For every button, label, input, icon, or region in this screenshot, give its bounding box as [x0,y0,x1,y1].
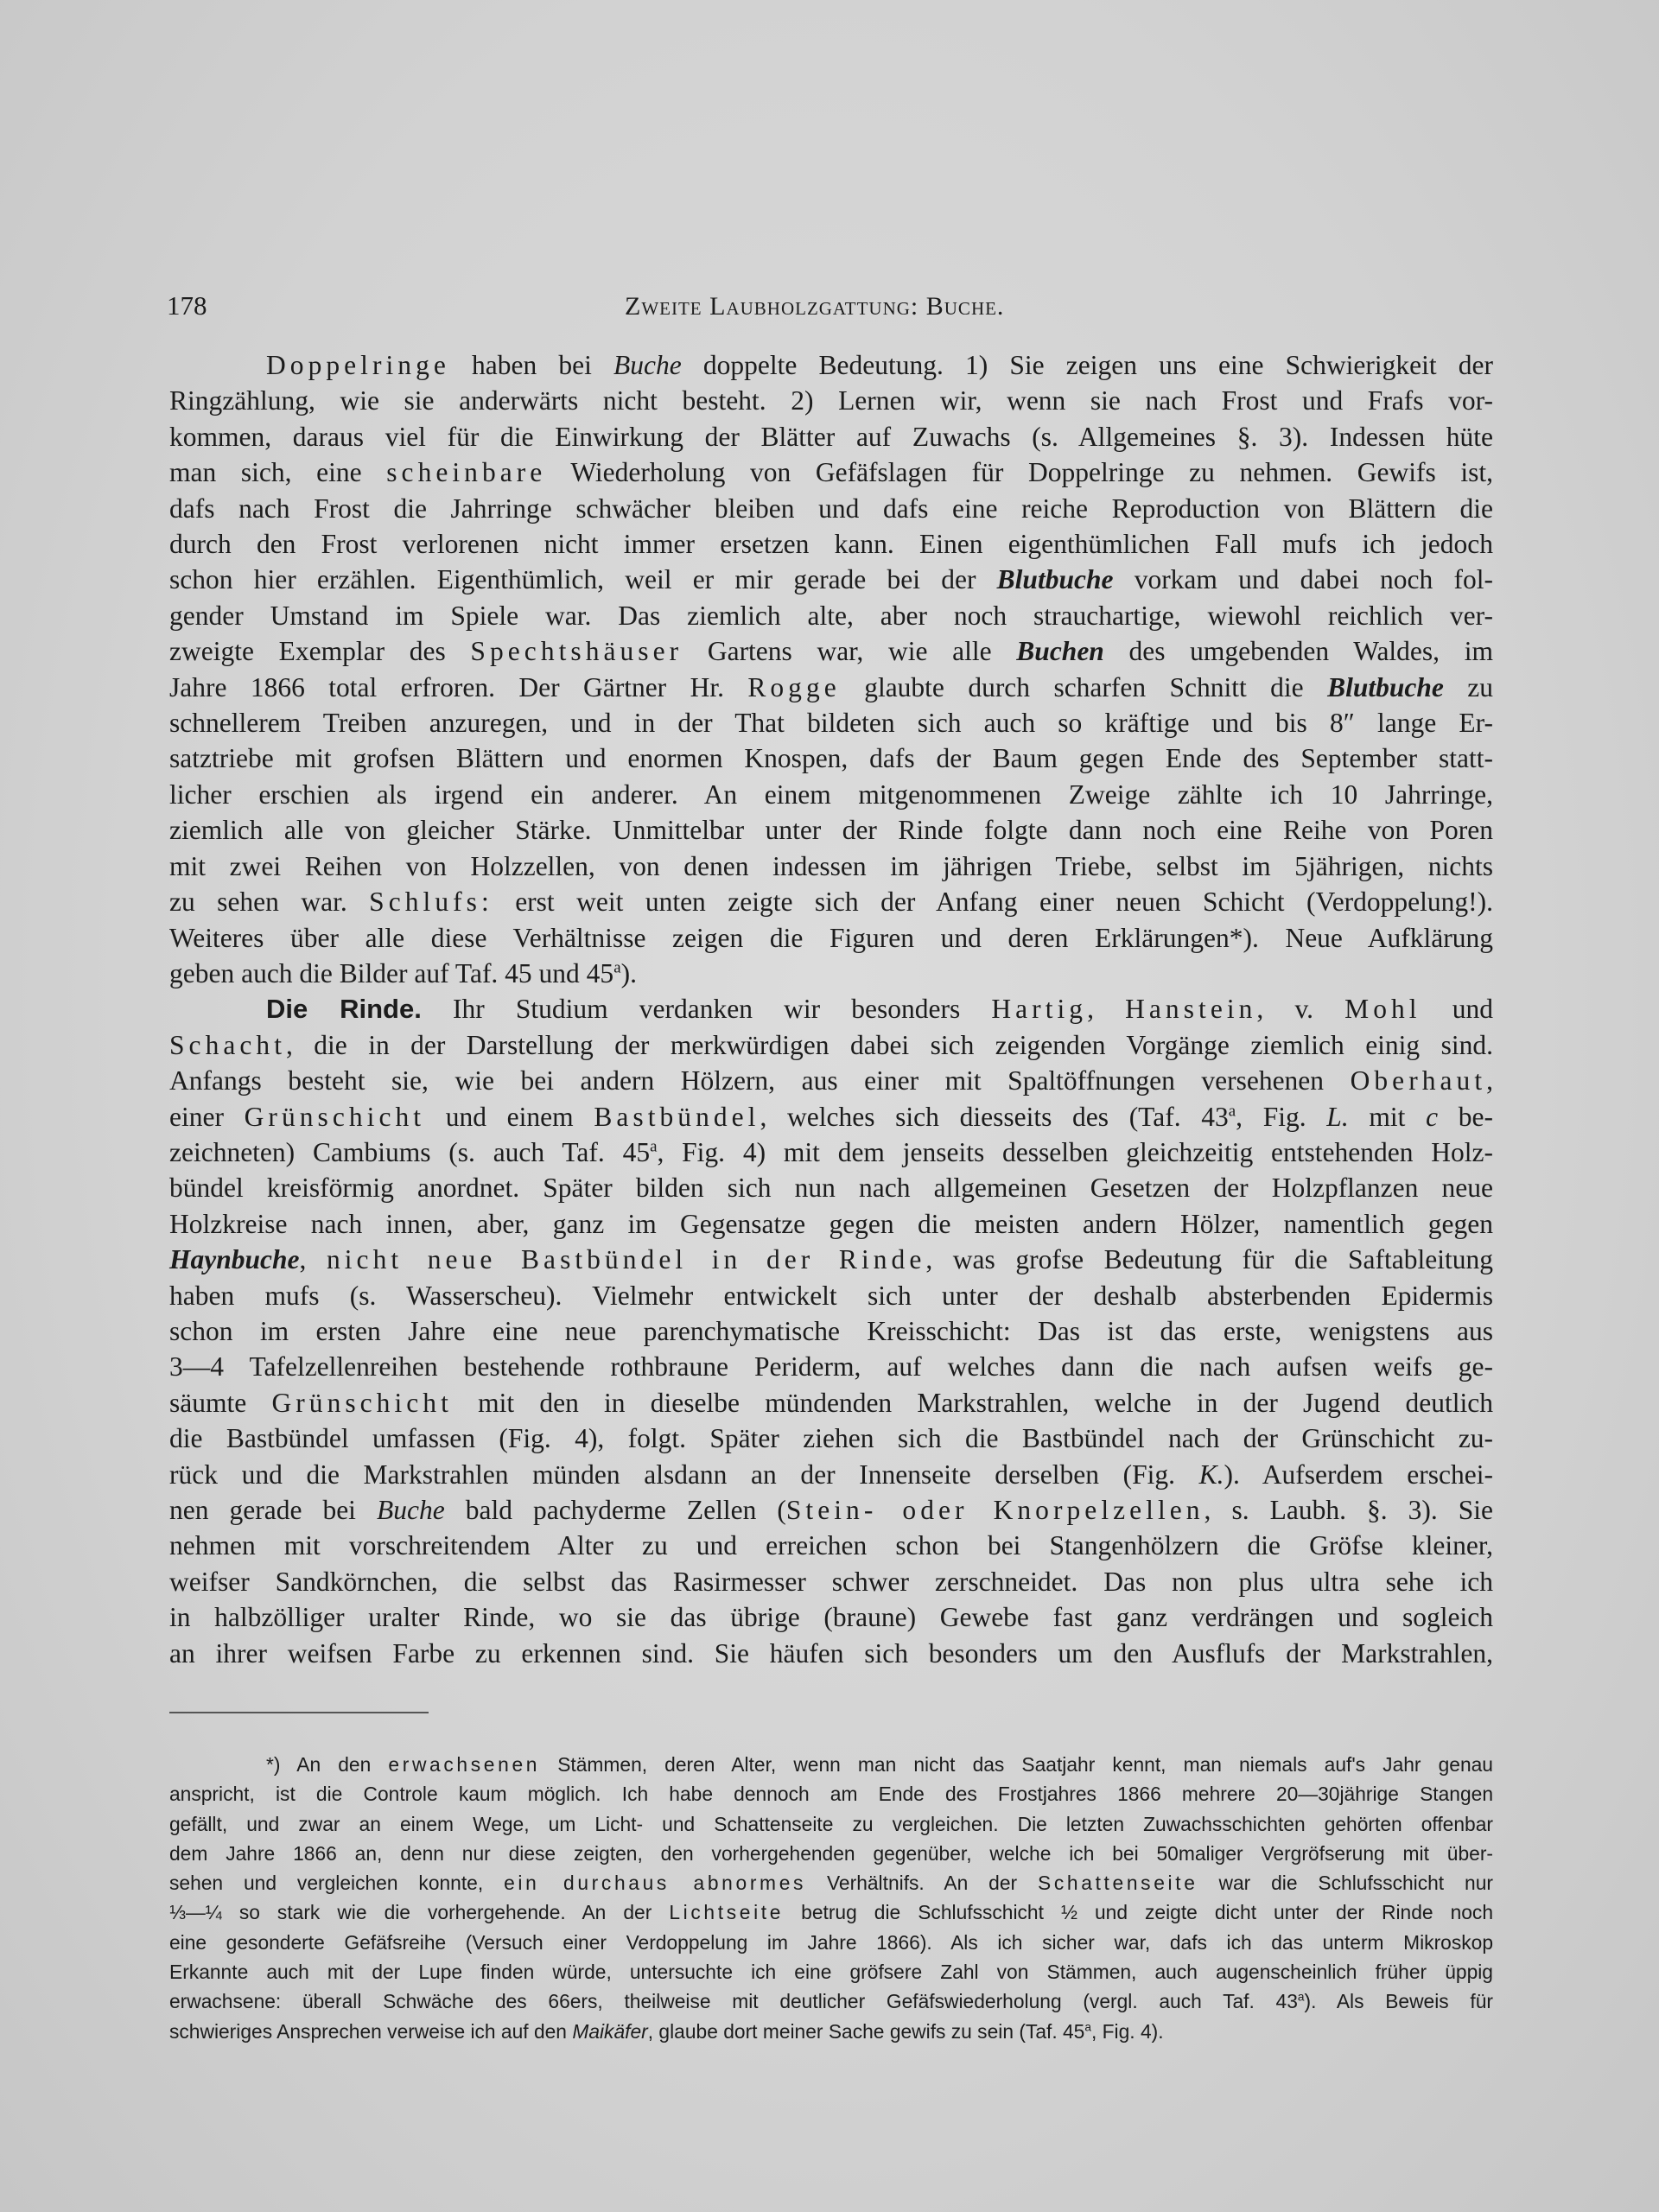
text-run: , v. [1256,994,1345,1025]
footnote-line [169,1986,1493,2016]
spaced-term: Oberhaut [1350,1065,1487,1096]
text-line [169,670,1493,705]
italic-term: Blutbuche [1327,671,1444,702]
text-line: weifser Sandkörnchen, die selbst das Rasirmesser schwer zerschneidet. Das non plus ultra sehe ich [169,1566,1493,1597]
footnote-line [169,1868,1493,1897]
text-run: zu [1443,671,1494,702]
text-run: man sich, eine [169,457,387,488]
footnote-line [169,2017,1493,2046]
text-line [169,633,1493,669]
text-run: erst weit unten zeigte sich der Anfang einer neuen Schicht (Verdoppelung!). [493,887,1494,918]
text-line: durch den Frost verlorenen nicht immer ersetzen kann. Einen eigenthümlichen Fall mufs ich jedoch [169,529,1493,560]
text-run: einer [169,1101,245,1132]
text-run: glaubte durch scharfen Schnitt die [840,671,1328,702]
text-line [169,1063,1493,1098]
text-run: betrug die Schlufsschicht ½ und zeigte dicht unter der Rinde noch [784,1901,1493,1924]
text-line [169,1492,1493,1528]
text-line [169,991,1493,1027]
text-line: haben mufs (s. Wasserscheu). Vielmehr entwickelt sich unter der deshalb absterbenden Epidermis [169,1280,1493,1311]
page-number: 178 [167,290,207,321]
spaced-term: Rogge [747,671,841,702]
italic-term: Buche [376,1495,445,1525]
spaced-term: Schacht [169,1029,286,1060]
text-run: mit [1348,1101,1427,1132]
text-line: ziemlich alle von gleicher Stärke. Unmittelbar unter der Rinde folgte dann noch eine Reihe von Poren [169,815,1493,846]
text-run: Jahre 1866 total erfroren. Der Gärtner Hr. [169,671,748,702]
text-run: des umgebenden Waldes, im [1103,636,1493,667]
footnote-divider [169,1712,429,1713]
text-run: , glaube dort meiner Sache gewifs zu sein (Taf. 45 [647,2019,1085,2043]
text-line [169,884,1493,919]
superscript: a [1228,1102,1236,1121]
italic-term: c [1426,1101,1439,1132]
text-run: , was grofse Bedeutung für die Saftableitung [925,1244,1494,1275]
text-run: , [299,1244,327,1275]
text-run: zeichneten) Cambiums (s. auch Taf. 45 [169,1136,651,1167]
text-line: bündel kreisförmig anordnet. Später bilden sich nun nach allgemeinen Gesetzen der Holzpflanzen neue [169,1173,1493,1204]
text-run: geben auch die Bilder auf Taf. 45 und 45 [169,957,614,988]
text-run: ). [620,957,637,988]
spaced-term: Bastbündel [594,1101,760,1132]
footnote-line: Erkannte auch mit der Lupe finden würde, untersuchte ich eine gröfsere Zahl von Stämmen, auch augenscheinlich früher üppig [169,1961,1493,1984]
footnote [169,1750,1493,2046]
superscript: a [1084,2020,1091,2034]
italic-term: Buche [613,350,682,380]
text-run: vorkam und dabei noch fol- [1113,564,1493,595]
text-run: zu sehen war. [169,887,370,918]
text-run: und [1421,994,1493,1025]
footnote-line: eine gesonderte Gefäfsreihe (Versuch einer Verdoppelung im Jahre 1866). Als ich sicher war, dafs ich das unterm Mikroskop [169,1930,1493,1954]
text-line: Holzkreise nach innen, aber, ganz im Gegensatze gegen die meisten andern Hölzer, namentlich gegen [169,1208,1493,1239]
text-line: schon im ersten Jahre eine neue parenchymatische Kreisschicht: Das ist das erste, wenigstens aus [169,1315,1493,1346]
text-run: Wiederholung von Gefäfslagen für Doppelringe zu nehmen. Gewifs ist, [546,457,1493,488]
text-line: Ringzählung, wie sie anderwärts nicht besteht. 2) Lernen wir, wenn sie nach Frost und Frafs vor- [169,385,1493,416]
text-run: Ihr Studium verdanken wir besonders [421,994,992,1025]
text-run: Anfangs besteht sie, wie bei andern Hölzern, aus einer mit Spaltöffnungen versehenen [169,1065,1351,1096]
text-run: nen gerade bei [169,1495,377,1525]
spaced-term: Stein- oder Knorpelzellen [785,1495,1205,1525]
footnote-line: anspricht, ist die Controle kaum möglich. Ich habe dennoch am Ende des Frostjahres 1866 mehrere 20—30jährige Stangen [169,1783,1493,1806]
footnote-line [169,1750,1493,1779]
footnote-line: dem Jahre 1866 an, denn nur diese zeigten, den vorhergehenden gegenüber, welche ich bei 50maliger Vergröfserung mit über- [169,1841,1493,1865]
text-line [169,454,1493,490]
text-line [169,1135,1493,1170]
text-line: kommen, daraus viel für die Einwirkung der Blätter auf Zuwachs (s. Allgemeines §. 3). Indessen hüte [169,421,1493,452]
text-run: rück und die Markstrahlen münden alsdann an der Innenseite derselben (Fig. [169,1459,1199,1490]
running-head: Zweite Laubholzgattung: Buche. [625,292,1005,321]
text-line: mit zwei Reihen von Holzzellen, von denen indessen im jährigen Triebe, selbst im 5jährigen, nichts [169,850,1493,881]
text-run: ⅓—¼ so stark wie die vorhergehende. An der [169,1901,670,1924]
superscript: a [1297,1990,1305,2004]
spaced-term: erwachsenen [388,1753,541,1776]
italic-term: Blutbuche [996,564,1114,595]
italic-term: K. [1198,1459,1224,1490]
spaced-term: Hanstein [1125,994,1257,1025]
text-run: , die in der Darstellung der merkwürdigen dabei sich zeigenden Vorgänge ziemlich einig sind. [286,1029,1493,1060]
text-run: sehen und vergleichen konnte, [169,1872,505,1895]
text-run: , Fig. 4). [1090,2019,1164,2043]
text-line [169,562,1493,597]
text-run: , Fig. 4) mit dem jenseits desselben gleichzeitig entstehenden Holz- [657,1136,1493,1167]
italic-term: L. [1326,1101,1349,1132]
spaced-term: Doppelringe [266,350,450,380]
footnote-line: gefällt, und zwar an einem Wege, um Licht- und Schattenseite zu vergleichen. Die letzten Zuwachsschichten gehörten offenbar [169,1812,1493,1835]
text-run: schon hier erzählen. Eigenthümlich, weil er mir gerade bei der [169,564,997,595]
text-line [169,1457,1493,1492]
text-run: , Fig. [1236,1101,1327,1132]
text-run: Gartens war, wie alle [683,636,1017,667]
section-heading: Die Rinde. [266,994,422,1025]
text-line: dafs nach Frost die Jahrringe schwächer bleiben und dafs eine reiche Reproduction von Blättern die [169,493,1493,524]
text-run: be- [1438,1101,1493,1132]
spaced-term: Grünschicht [271,1387,453,1418]
text-run: zweigte Exemplar des [169,636,471,667]
text-line: in halbzölliger uralter Rinde, wo sie das übrige (braune) Gewebe fast ganz verdrängen und sogleich [169,1602,1493,1633]
text-run: Stämmen, deren Alter, wenn man nicht das Saatjahr kennt, man niemals auf's Jahr genau [540,1753,1493,1776]
text-line [169,1027,1493,1063]
text-line: 3—4 Tafelzellenreihen bestehende rothbraune Periderm, auf welches dann die nach aufsen weifs ge- [169,1351,1493,1382]
text-run: , [1087,994,1126,1025]
text-run: ). Als Beweis für [1304,1990,1493,2013]
main-text [169,347,1493,1671]
footnote-line [169,1897,1493,1927]
spaced-term: scheinbare [386,457,547,488]
spaced-term: Hartig [991,994,1088,1025]
text-line [169,347,1493,383]
text-line: satztriebe mit grofsen Blättern und enormen Knospen, dafs der Baum gegen Ende des September statt- [169,743,1493,774]
text-run: , welches sich diesseits des (Taf. 43 [760,1101,1229,1132]
text-run: erwachsene: überall Schwäche des 66ers, theilweise mit deutlicher Gefäfswiederholung (vergl. auch Taf. 43 [169,1990,1298,2013]
text-line [169,1099,1493,1135]
text-run: , s. Laubh. §. 3). Sie [1204,1495,1493,1525]
spaced-term: ein durchaus abnormes [504,1872,807,1895]
text-line: nehmen mit vorschreitendem Alter zu und erreichen schon bei Stangenhölzern die Gröfse kleiner, [169,1530,1493,1561]
italic-term: Buchen [1016,636,1104,667]
text-run: ). Aufserdem erschei- [1224,1459,1493,1490]
text-run: säumte [169,1387,272,1418]
text-run: , [1486,1065,1493,1096]
spaced-term: Lichtseite [669,1901,785,1924]
text-line: die Bastbündel umfassen (Fig. 4), folgt. Später ziehen sich die Bastbündel nach der Grünschicht zu- [169,1423,1493,1454]
text-line: schnellerem Treiben anzuregen, und in der That bildeten sich auch so kräftige und bis 8″ lange Er- [169,708,1493,739]
superscript: a [650,1137,658,1156]
text-line: gender Umstand im Spiele war. Das ziemlich alte, aber noch strauchartige, wiewohl reichlich ver- [169,600,1493,631]
spaced-term: Grünschicht [244,1101,426,1132]
text-run: doppelte Bedeutung. 1) Sie zeigen uns eine Schwierigkeit der [681,350,1493,380]
superscript: a [613,958,621,977]
text-line [169,1385,1493,1421]
text-run: schwieriges Ansprechen verweise ich auf den [169,2019,573,2043]
spaced-term: Schlufs: [369,887,493,918]
text-run: und einem [425,1101,594,1132]
text-line [169,956,1493,991]
text-run: Verhältnifs. An der [806,1872,1039,1895]
spaced-term: nicht neue Bastbündel in der Rinde [326,1244,926,1275]
spaced-term: Schattenseite [1038,1872,1198,1895]
text-line [169,1242,1493,1277]
page-header [167,285,1497,327]
text-line: Weiteres über alle diese Verhältnisse zeigen die Figuren und deren Erklärungen*). Neue Aufklärung [169,922,1493,953]
text-run: haben bei [449,350,614,380]
text-run: bald pachyderme Zellen ( [444,1495,786,1525]
spaced-term: Mohl [1344,994,1421,1025]
italic-term: Maikäfer [572,2019,648,2043]
text-run: *) An den [266,1753,389,1776]
text-run: war die Schlufsschicht nur [1198,1872,1493,1895]
spaced-term: Spechtshäuser [470,636,683,667]
text-line: licher erschien als irgend ein anderer. An einem mitgenommenen Zweige zählte ich 10 Jahrringe, [169,779,1493,810]
text-line: an ihrer weifsen Farbe zu erkennen sind. Sie häufen sich besonders um den Ausflufs der Markstrahlen, [169,1637,1493,1669]
italic-term: Haynbuche [169,1244,300,1275]
text-run: mit den in dieselbe mündenden Markstrahlen, welche in der Jugend deutlich [452,1387,1493,1418]
